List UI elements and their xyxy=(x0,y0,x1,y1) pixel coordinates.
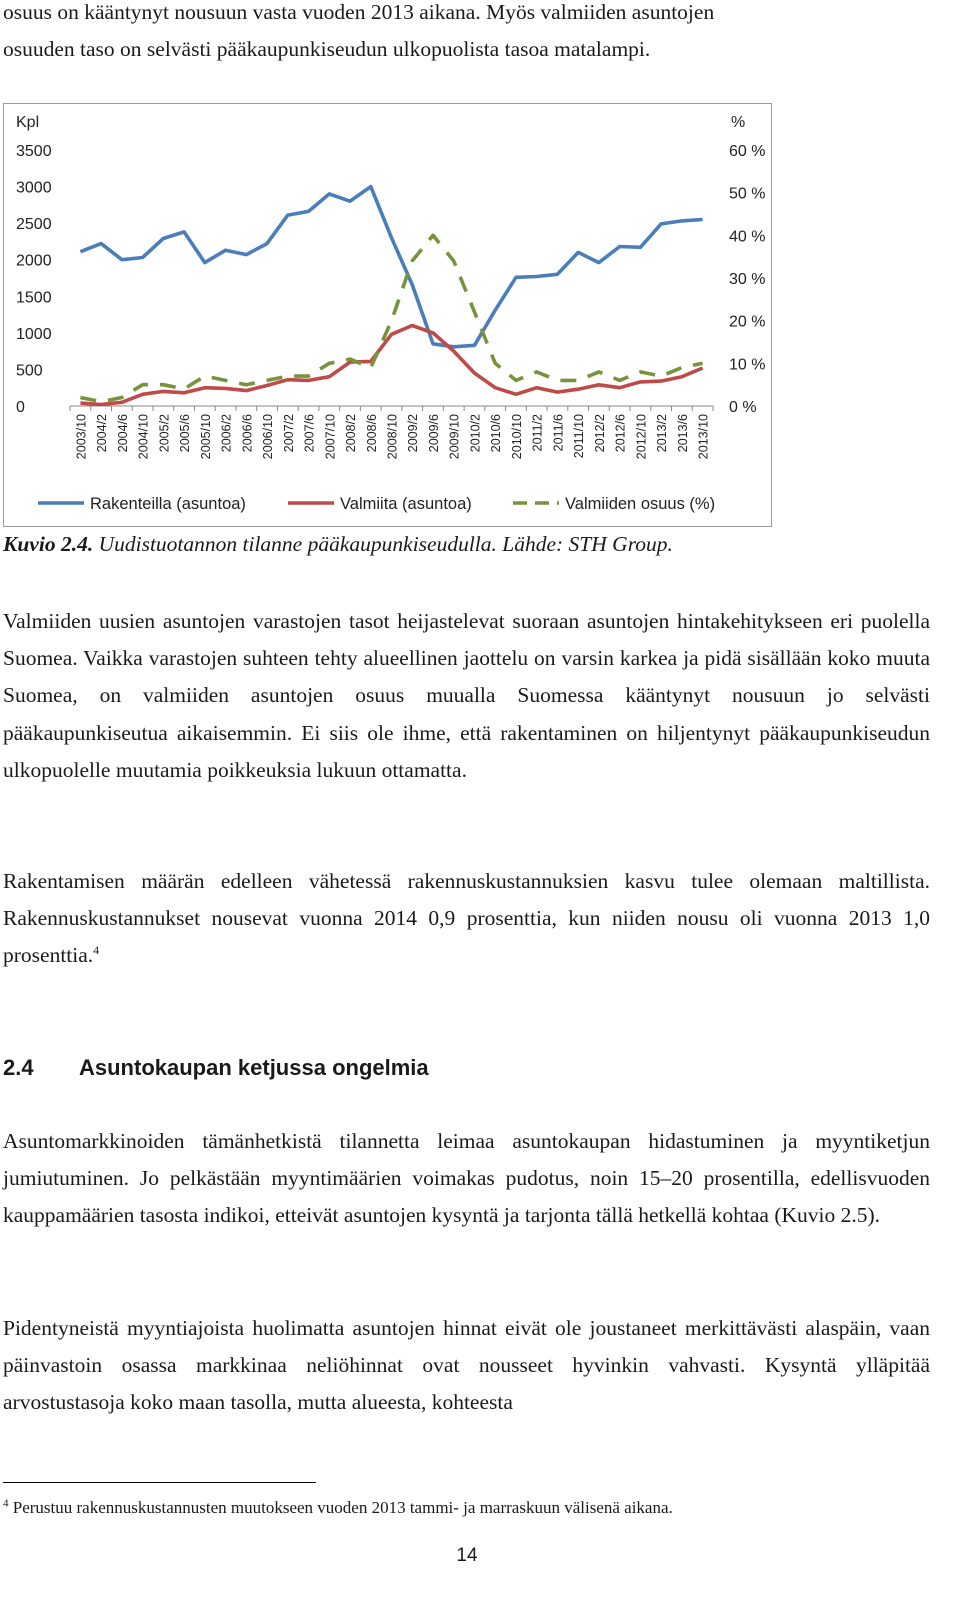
x-tick-label: 2004/6 xyxy=(115,414,130,453)
x-tick-label: 2012/10 xyxy=(634,414,649,460)
right-tick-label: 0 % xyxy=(729,399,757,416)
x-tick-label: 2007/2 xyxy=(281,414,296,453)
left-tick-label: 3000 xyxy=(16,179,52,197)
chart-frame xyxy=(4,104,772,527)
paragraph-3: Asuntomarkkinoiden tämänhetkistä tilannetta leimaa asuntokaupan hidastuminen ja myyntiketjun jumiutuminen. Jo pelkästään myyntimäärien voimakas pudotus, noin 15–20 prosentilla, edellisvuoden kauppamäärien tasosta indikoi, etteivät asuntojen kysyntä ja tarjonta tällä hetkellä kohtaa (Kuvio 2.5). xyxy=(3,1129,930,1228)
x-tick-label: 2008/2 xyxy=(344,414,359,453)
left-tick-label: 1000 xyxy=(16,325,52,343)
line-chart xyxy=(0,100,960,530)
legend-label: Rakenteilla (asuntoa) xyxy=(90,495,246,513)
x-tick-label: 2012/6 xyxy=(613,414,628,453)
right-tick-label: 20 % xyxy=(729,313,766,331)
x-tick-label: 2010/6 xyxy=(489,414,504,453)
left-tick-label: 0 xyxy=(16,399,25,416)
legend-label: Valmiita (asuntoa) xyxy=(340,495,472,513)
x-tick-label: 2013/10 xyxy=(696,414,711,460)
x-tick-label: 2008/10 xyxy=(385,414,400,460)
x-tick-label: 2009/10 xyxy=(447,414,462,460)
x-tick-label: 2012/2 xyxy=(592,414,607,453)
footnote-text: Perustuu rakennuskustannusten muutokseen vuoden 2013 tammi- ja marraskuun välisenä aikana. xyxy=(8,1498,673,1517)
x-tick-label: 2005/6 xyxy=(178,414,193,453)
left-tick-label: 500 xyxy=(16,362,43,380)
paragraph-1: Valmiiden uusien asuntojen varastojen tasot heijastelevat suoraan asuntojen hintakehitykseen eri puolella Suomea. Vaikka varastojen suhteen tehty alueellinen jaottelu on varsin karkea ja pidä sisällään koko muuta Suomea, on valmiiden asuntojen osuus muualla Suomessa kääntynyt nousuun jo selvästi pääkaupunkiseutua aikaisemmin. Ei siis ole ihme, että rakentaminen on hiljentynyt pääkaupunkiseudun ulkopuolelle muutamia poikkeuksia lukuun ottamatta. xyxy=(3,609,930,782)
intro-line-2: osuuden taso on selvästi pääkaupunkiseudun ulkopuolista tasoa matalampi. xyxy=(3,37,651,62)
x-tick-label: 2005/2 xyxy=(157,414,172,453)
x-tick-label: 2009/2 xyxy=(406,414,421,453)
x-tick-label: 2010/10 xyxy=(509,414,524,460)
left-tick-label: 1500 xyxy=(16,289,52,307)
right-axis-unit: % xyxy=(731,114,746,131)
x-tick-label: 2003/10 xyxy=(74,414,89,460)
x-tick-label: 2005/10 xyxy=(198,414,213,460)
chart-container xyxy=(0,100,960,530)
figure-caption xyxy=(3,532,673,557)
x-tick-label: 2013/2 xyxy=(655,414,670,453)
paragraph-2-text: Rakentamisen määrän edelleen vähetessä rakennuskustannuksien kasvu tulee olemaan maltillista. Rakennuskustannukset nousevat vuonna 2014 0,9 prosenttia, kun niiden nousu oli vuonna 2013 1,0 prosenttia. xyxy=(3,869,930,968)
intro-line-1: osuus on kääntynyt nousuun vasta vuoden 2013 aikana. Myös valmiiden asuntojen xyxy=(3,0,715,24)
footnote xyxy=(3,1498,673,1518)
right-tick-label: 50 % xyxy=(729,185,766,203)
footnote-divider xyxy=(3,1482,316,1483)
right-tick-label: 60 % xyxy=(729,143,766,160)
paragraph-2 xyxy=(3,863,930,975)
x-tick-label: 2006/10 xyxy=(261,414,276,460)
x-tick-label: 2004/10 xyxy=(136,414,151,460)
section-title: Asuntokaupan ketjussa ongelmia xyxy=(79,1055,429,1080)
footnote-mark: 4 xyxy=(3,1497,9,1510)
section-heading xyxy=(3,1055,429,1081)
left-tick-label: 3500 xyxy=(16,143,52,160)
x-tick-label: 2013/6 xyxy=(675,414,690,453)
paragraph-4: Pidentyneistä myyntiajoista huolimatta asuntojen hinnat eivät ole joustaneet merkittävästi alaspäin, vaan päinvastoin osassa markkinaa neliöhinnat ovat nousseet hyvinkin vahvasti. Kysyntä ylläpitää arvostustasoja koko maan tasolla, mutta alueesta, kohteesta xyxy=(3,1316,930,1415)
series-line-3 xyxy=(80,235,702,401)
series-line-1 xyxy=(80,187,702,347)
x-tick-label: 2008/6 xyxy=(364,414,379,453)
left-tick-label: 2500 xyxy=(16,216,52,234)
x-tick-label: 2006/2 xyxy=(219,414,234,453)
x-tick-label: 2010/2 xyxy=(468,414,483,453)
caption-text: Uudistuotannon tilanne pääkaupunkiseudulla. Lähde: STH Group. xyxy=(93,532,673,556)
intro-paragraph xyxy=(3,0,930,68)
x-tick-label: 2004/2 xyxy=(95,414,110,453)
right-tick-label: 30 % xyxy=(729,271,766,288)
caption-label: Kuvio 2.4. xyxy=(3,532,94,556)
x-tick-label: 2007/10 xyxy=(323,414,338,460)
right-tick-label: 40 % xyxy=(729,228,766,246)
right-tick-label: 10 % xyxy=(729,356,766,374)
x-tick-label: 2011/6 xyxy=(551,414,566,452)
legend-label: Valmiiden osuus (%) xyxy=(565,495,716,513)
x-tick-label: 2009/6 xyxy=(426,414,441,453)
left-axis-unit: Kpl xyxy=(16,114,40,131)
x-tick-label: 2006/6 xyxy=(240,414,255,453)
left-tick-label: 2000 xyxy=(16,252,52,270)
footnote-ref[interactable]: 4 xyxy=(93,943,100,958)
page-number: 14 xyxy=(456,1545,478,1566)
x-tick-label: 2007/6 xyxy=(302,414,317,453)
x-tick-label: 2011/10 xyxy=(572,414,587,459)
x-tick-label: 2011/2 xyxy=(530,414,545,452)
series-line-2 xyxy=(80,326,702,405)
section-number: 2.4 xyxy=(3,1055,34,1080)
